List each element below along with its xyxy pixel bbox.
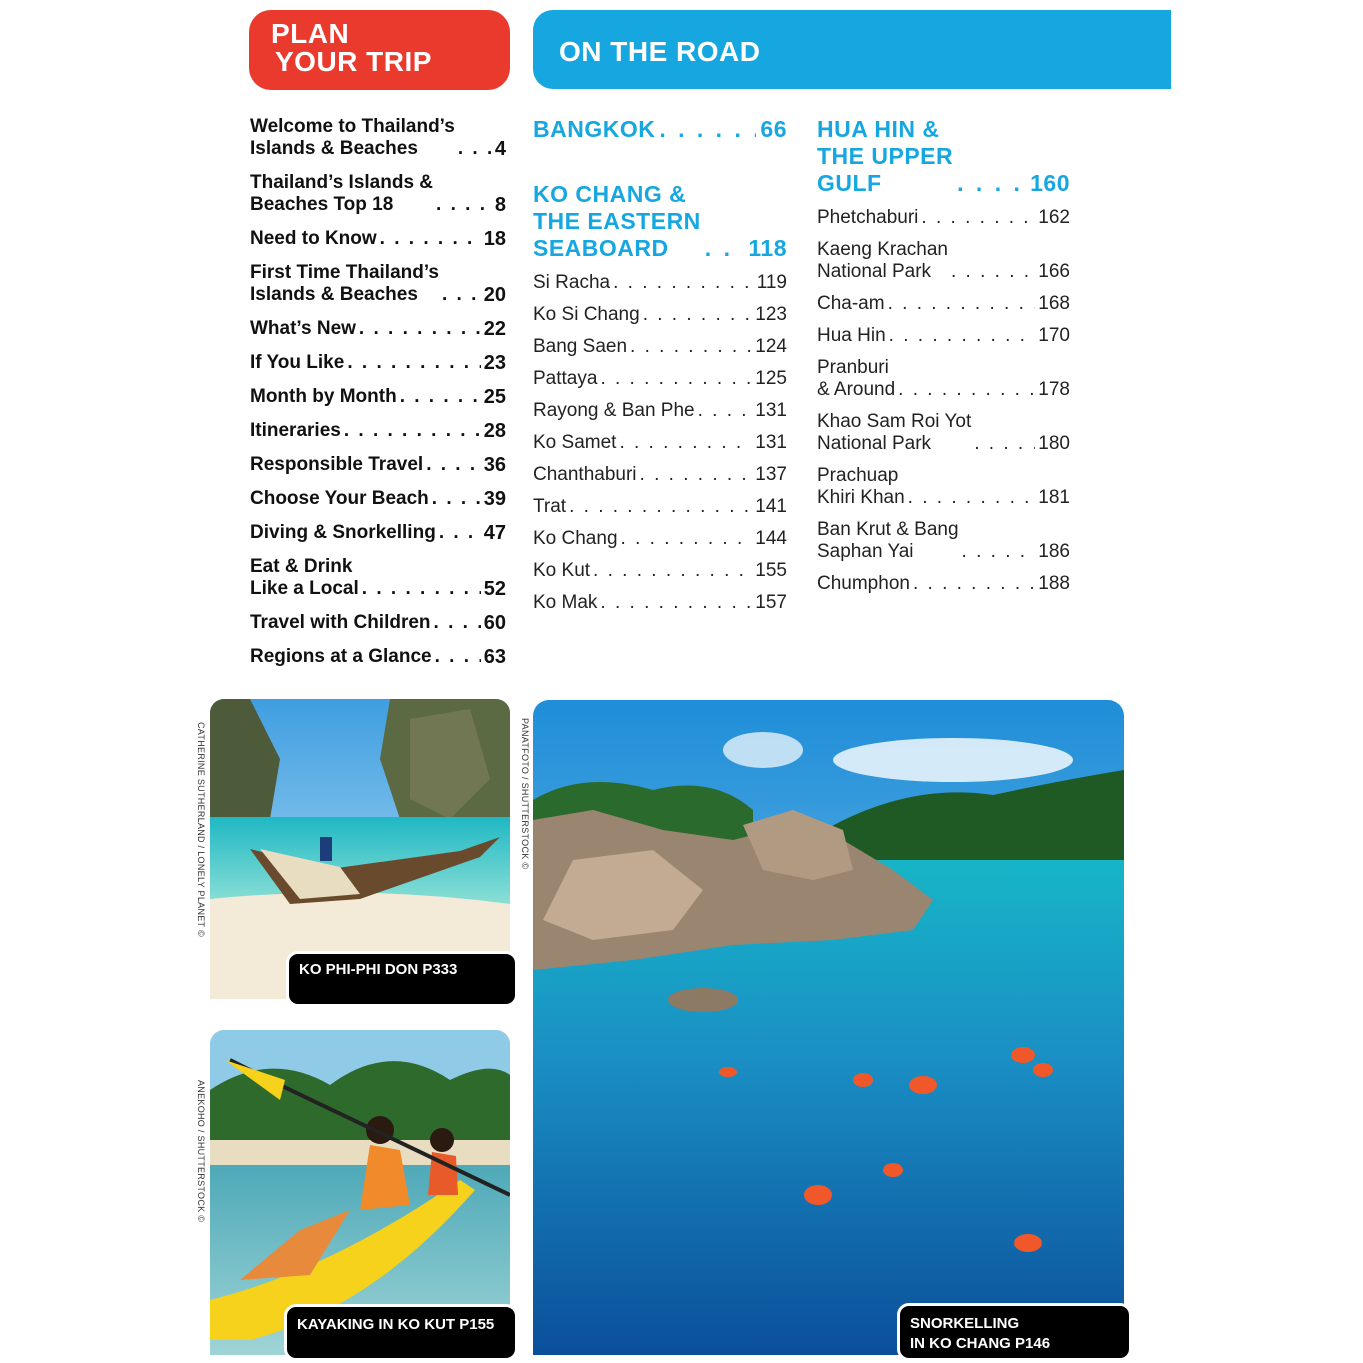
toc-entry-title: Eat & Drink Like a Local [250, 556, 359, 599]
toc-entry-page: 137 [755, 464, 787, 485]
section-title: KO CHANG & THE EASTERN SEABOARD [533, 181, 701, 261]
toc-entry-title: Responsible Travel [250, 454, 424, 475]
toc-leader [705, 235, 745, 262]
toc-leader [888, 293, 1036, 315]
toc-entry-page: 166 [1038, 261, 1070, 282]
toc-entry-page: 18 [483, 228, 506, 250]
toc-leader [380, 228, 481, 250]
toc-entry[interactable] [533, 432, 787, 454]
toc-entry-page: 178 [1038, 379, 1070, 400]
toc-leader [630, 336, 752, 358]
toc-entry-page: 123 [755, 304, 787, 325]
toc-entry[interactable] [533, 272, 787, 294]
toc-entry-title: Chumphon [817, 573, 910, 594]
toc-entry[interactable] [817, 207, 1070, 229]
plan-toc [250, 116, 506, 680]
toc-entry[interactable] [533, 400, 787, 422]
toc-entry[interactable] [533, 496, 787, 518]
toc-leader [951, 261, 1035, 283]
photo-snorkelling-ko-chang [533, 700, 1124, 1355]
toc-entry-page: 180 [1038, 433, 1070, 454]
toc-entry-title: Thailand’s Islands & Beaches Top 18 [250, 172, 434, 215]
toc-leader [439, 522, 481, 544]
toc-entry[interactable] [250, 318, 506, 340]
toc-entry-title: Need to Know [250, 228, 377, 249]
toc-entry-page: 181 [1038, 487, 1070, 508]
on-the-road-header [533, 10, 1171, 89]
toc-leader [359, 318, 481, 340]
toc-leader [426, 454, 481, 476]
toc-entry[interactable] [533, 464, 787, 486]
toc-leader [400, 386, 481, 408]
toc-leader [362, 578, 481, 600]
toc-entry-page: 47 [483, 522, 506, 544]
toc-entry-title: Hua Hin [817, 325, 886, 346]
toc-entry-page: 141 [755, 496, 787, 517]
toc-entry-title: Welcome to Thailand’s Islands & Beaches [250, 116, 455, 159]
photo-credit: ANEKOHO / SHUTTERSTOCK © [196, 1080, 206, 1223]
toc-leader [957, 170, 1026, 197]
toc-entry[interactable] [250, 612, 506, 634]
plan-your-trip-header [249, 10, 510, 90]
section-ko-chang[interactable] [533, 181, 787, 262]
toc-leader [432, 488, 481, 510]
section-page: 118 [748, 235, 787, 261]
toc-entry[interactable] [250, 352, 506, 374]
toc-entry-page: 188 [1038, 573, 1070, 594]
toc-entry-title: Phetchaburi [817, 207, 919, 228]
section-bangkok[interactable] [533, 116, 787, 143]
toc-entry[interactable] [250, 262, 506, 306]
road-toc-col3 [817, 116, 1070, 605]
photo-caption: KAYAKING IN KO KUT P155 [284, 1304, 518, 1361]
toc-entry-title: Travel with Children [250, 612, 431, 633]
toc-entry-title: Kaeng Krachan National Park [817, 239, 948, 282]
toc-entry-page: 186 [1038, 541, 1070, 562]
toc-entry-title: Cha-am [817, 293, 885, 314]
photo-credit: CATHERINE SUTHERLAND / LONELY PLANET © [196, 722, 206, 937]
toc-entry[interactable] [533, 528, 787, 550]
toc-leader [619, 432, 752, 454]
toc-entry-title: Chanthaburi [533, 464, 637, 485]
toc-leader [442, 284, 481, 306]
toc-entry[interactable] [533, 368, 787, 390]
toc-entry-page: 124 [755, 336, 787, 357]
road-toc-col2 [533, 116, 787, 624]
toc-leader [640, 464, 753, 486]
toc-entry-page: 144 [755, 528, 787, 549]
toc-entry-title: Choose Your Beach [250, 488, 429, 509]
toc-leader [921, 207, 1035, 229]
toc-entry-page: 125 [755, 368, 787, 389]
toc-entry[interactable] [533, 592, 787, 614]
toc-leader [643, 304, 753, 326]
toc-entry-title: If You Like [250, 352, 345, 373]
toc-entry-page: 157 [755, 592, 787, 613]
section-page: 66 [760, 116, 787, 142]
toc-entry-page: 155 [755, 560, 787, 581]
toc-leader [659, 116, 756, 143]
toc-entry-title: Month by Month [250, 386, 397, 407]
toc-entry[interactable] [250, 228, 506, 250]
plan-heading-line1: PLAN [271, 18, 350, 49]
toc-entry-title: Pranburi & Around [817, 357, 896, 400]
toc-entry-page: 22 [483, 318, 506, 340]
toc-entry-title: Regions at a Glance [250, 646, 432, 667]
toc-entry-title: Ko Si Chang [533, 304, 640, 325]
toc-entry-title: Bang Saen [533, 336, 628, 357]
toc-entry[interactable] [817, 239, 1070, 283]
plan-heading-line2: YOUR TRIP [275, 46, 432, 77]
toc-leader [436, 194, 492, 216]
toc-entry-title: Trat [533, 496, 567, 517]
toc-entry-title: Pattaya [533, 368, 598, 389]
photo-caption: KO PHI-PHI DON P333 [286, 951, 518, 1007]
toc-entry[interactable] [817, 465, 1070, 509]
toc-entry[interactable] [817, 325, 1070, 347]
toc-leader [621, 528, 753, 550]
toc-entry-page: 20 [483, 284, 506, 306]
toc-entry[interactable] [817, 411, 1070, 455]
toc-entry-page: 39 [483, 488, 506, 510]
snorkelling-lagoon-illustration [533, 700, 1124, 1355]
toc-entry-page: 131 [755, 400, 787, 421]
toc-entry-page: 63 [483, 646, 506, 668]
toc-entry-page: 119 [756, 272, 787, 293]
toc-leader [613, 272, 754, 294]
section-title: HUA HIN & THE UPPER GULF [817, 116, 954, 196]
toc-leader [974, 433, 1035, 455]
toc-entry-page: 168 [1038, 293, 1070, 314]
photo-credit: PANATFOTO / SHUTTERSTOCK © [520, 718, 530, 870]
toc-entry[interactable] [817, 573, 1070, 595]
toc-entry[interactable] [533, 560, 787, 582]
toc-entry-title: First Time Thailand’s Islands & Beaches [250, 262, 439, 305]
toc-leader [593, 560, 752, 582]
section-page: 160 [1030, 170, 1070, 196]
toc-leader [698, 400, 753, 422]
toc-leader [569, 496, 752, 518]
toc-entry-title: Khao Sam Roi Yot National Park [817, 411, 972, 454]
toc-leader [434, 612, 481, 634]
toc-leader [600, 592, 752, 614]
toc-leader [435, 646, 481, 668]
toc-entry-title: Ko Chang [533, 528, 618, 549]
toc-entry-title: Diving & Snorkelling [250, 522, 436, 543]
toc-entry[interactable] [533, 336, 787, 358]
toc-entry-title: Ko Kut [533, 560, 591, 581]
toc-entry[interactable] [817, 357, 1070, 401]
road-heading: ON THE ROAD [559, 36, 761, 67]
toc-entry[interactable] [817, 519, 1070, 563]
toc-entry-page: 131 [755, 432, 787, 453]
toc-entry[interactable] [250, 116, 506, 160]
toc-entry[interactable] [250, 646, 506, 668]
toc-entry-title: Rayong & Ban Phe [533, 400, 695, 421]
toc-entry-page: 8 [494, 194, 506, 216]
toc-entry-page: 23 [483, 352, 506, 374]
toc-entry-title: Prachuap Khiri Khan [817, 465, 905, 508]
toc-entry[interactable] [533, 304, 787, 326]
toc-entry[interactable] [250, 420, 506, 442]
photo-caption: SNORKELLING IN KO CHANG P146 [897, 1303, 1132, 1361]
section-hua-hin[interactable] [817, 116, 1070, 197]
toc-entry[interactable] [250, 522, 506, 544]
toc-entry-title: Ban Krut & Bang Saphan Yai [817, 519, 959, 562]
toc-entry[interactable] [250, 172, 506, 216]
toc-entry-page: 60 [483, 612, 506, 634]
toc-entry-title: What’s New [250, 318, 356, 339]
toc-entry-page: 170 [1038, 325, 1070, 346]
toc-entry-title: Ko Mak [533, 592, 598, 613]
toc-entry[interactable] [250, 454, 506, 476]
toc-entry[interactable] [250, 386, 506, 408]
toc-leader [889, 325, 1036, 347]
toc-entry-page: 28 [483, 420, 506, 442]
toc-entry-page: 25 [483, 386, 506, 408]
toc-leader [600, 368, 752, 390]
toc-entry[interactable] [817, 293, 1070, 315]
toc-entry-title: Si Racha [533, 272, 611, 293]
toc-leader [344, 420, 481, 442]
toc-leader [898, 379, 1035, 401]
toc-entry-page: 52 [483, 578, 506, 600]
toc-entry[interactable] [250, 488, 506, 510]
toc-entry-title: Itineraries [250, 420, 341, 441]
toc-leader [962, 541, 1036, 563]
toc-entry-page: 162 [1038, 207, 1070, 228]
toc-entry-title: Ko Samet [533, 432, 617, 453]
toc-entry-page: 36 [483, 454, 506, 476]
toc-entry[interactable] [250, 556, 506, 600]
toc-leader [347, 352, 480, 374]
toc-entry-page: 4 [494, 138, 506, 160]
section-title: BANGKOK [533, 116, 656, 142]
toc-leader [908, 487, 1036, 509]
toc-leader [458, 138, 492, 160]
toc-leader [913, 573, 1035, 595]
